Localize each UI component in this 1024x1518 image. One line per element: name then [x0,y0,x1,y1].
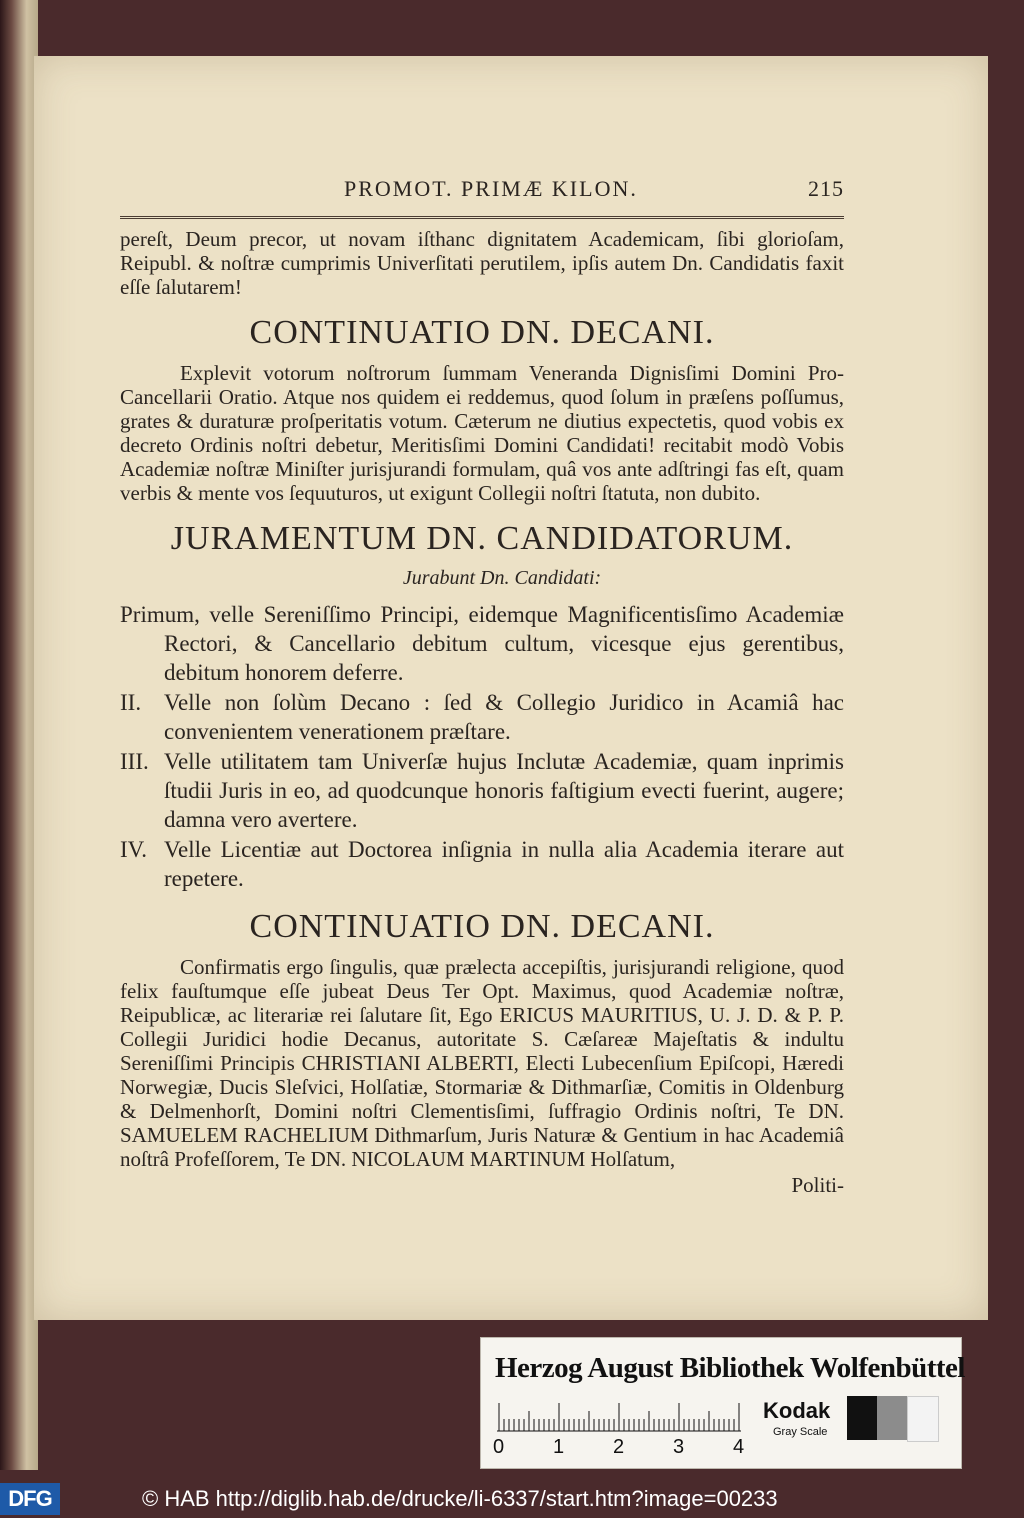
ruler-number: 2 [613,1436,625,1458]
page-text-block [120,166,844,1198]
copyright-url: © HAB http://diglib.hab.de/drucke/li-6337/start.htm?image=00233 [142,1486,778,1511]
oath-text: Velle utilitatem tam Univerſæ hujus Inclutæ Academiæ, quam inprimis ſtudii Juris in eo, ad quodcunque honoris faſtigium evecti fuerint, augere; damna vero avertere. [164,749,844,832]
oath-item-3 [120,747,844,834]
ruler-scale [497,1402,741,1432]
ruler-number: 1 [553,1436,565,1458]
heading-juramentum: JURAMENTUM DN. CANDIDATORUM. [170,520,794,557]
intro-paragraph: pereſt, Deum precor, ut novam iſthanc dignitatem Academicam, ſibi glorioſam, Reipubl. & noſtræ cumprimis Univerſitati perutilem, ipſis autem Dn. Candidatis faxit eſſe ſalutarem! [120,227,844,299]
oath-item-primum: Primum, velle Sereniſſimo Principi, eidemque Magnificentisſimo Academiæ Rectori, & Cancellario debitum cultum, vicesque ejus gerentibus, debitum honorem deferre. [120,602,844,685]
catchword: Politi- [791,1173,844,1197]
heading-continuatio-2: CONTINUATIO DN. DECANI. [249,908,715,945]
oath-list [120,600,844,893]
library-color-label [480,1337,965,1469]
oath-text: Velle non ſolùm Decano : ſed & Collegio Juridico in Acamiâ hac convenientem venerationem præſtare. [164,690,844,744]
book-spine-edge [0,0,38,1470]
heading-continuatio-1: CONTINUATIO DN. DECANI. [249,314,715,351]
ruler-number: 4 [733,1436,745,1458]
oath-text: Velle Licentiæ aut Doctorea inſignia in nulla alia Academia iterare aut repetere. [164,837,844,891]
subheading-jurabunt: Jurabunt Dn. Candidati: [402,567,602,589]
oath-number: II. [120,690,142,715]
paragraph-2: Confirmatis ergo ſingulis, quæ prælecta accepiſtis, jurisjurandi religione, quod felix fauſtumque eſſe jubeat Deus Ter Opt. Maximus, quod Academiæ noſtræ, Reipublicæ, ac literariæ rei ſalutare ſit, Ego ERICUS MAURITIUS, U. J. D. & P. P. Collegii Juridici hodie Decanus, autoritate S. Cæſareæ Majeſtatis & indultu Sereniſſimi Principis CHRISTIANI ALBERTI, Electi Lubecenſium Epiſcopi, Hæredi Norwegiæ, Ducis Sleſvici, Holſatiæ, Stormariæ & Dithmarſiæ, Comitis in Oldenburg & Delmenhorſt, Domini noſtri Clementisſimi, ſuffragio Ordinis noſtri, Te DN. SAMUELEM RACHELIUM Dithmarſum, Juris Naturæ & Gentium in hac Academiâ noſtrâ Profeſſorem, Te DN. NICOLAUM MARTINUM Holſatum, [120,955,844,1171]
ruler-number: 0 [493,1436,505,1458]
page-number: 215 [808,176,844,201]
gray-scale-label: Gray Scale [773,1426,828,1438]
gray-swatch-white [907,1396,939,1442]
dfg-logo: DFG [0,1483,60,1515]
gray-swatch-mid [877,1396,907,1440]
kodak-logo: Kodak [763,1398,831,1423]
oath-number: III. [120,749,149,774]
oath-item-2 [120,688,844,746]
library-name: Herzog August Bibliothek Wolfenbüttel [495,1352,965,1384]
ruler-number: 3 [673,1436,685,1458]
oath-item-4 [120,835,844,893]
gray-swatch-black [847,1396,877,1440]
running-head-title: PROMOT. PRIMÆ KILON. [344,176,638,201]
paragraph-1: Explevit votorum noſtrorum ſummam Veneranda Dignisſimi Domini Pro-Cancellarii Oratio. Atque nos quidem ei reddemus, quod ſolum in præſens poſſumus, grates & duraturæ proſperitatis votum. Cæterum ne diutius expectetis, quod vobis ex decreto Ordinis noſtri debetur, Meritisſimi Domini Candidati! recitabit modò Vobis Academiæ noſtræ Miniſter jurisjurandi formulam, quâ vos ante adſtringi fas eſt, quam verbis & mente vos ſequuturos, ut exigunt Collegii noſtri ſtatuta, non dubito. [120,361,844,505]
running-head [120,166,844,216]
oath-number: IV. [120,837,148,862]
scanned-page [34,56,988,1320]
header-rule [120,216,844,219]
